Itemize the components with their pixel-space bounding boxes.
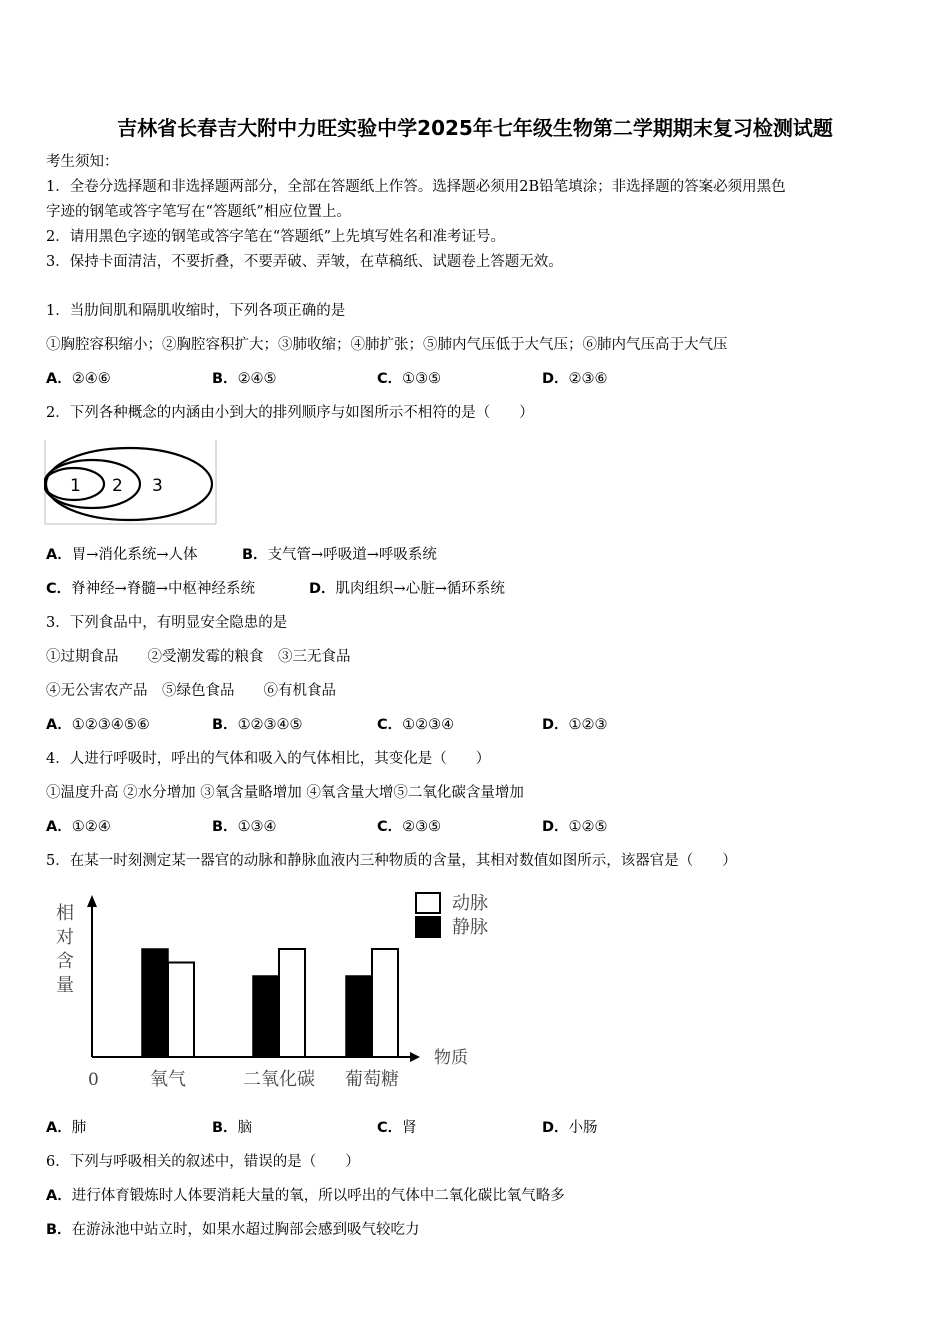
option-letter: B． (212, 371, 238, 387)
notice-item: 字迹的钢笔或答字笔写在“答题纸”相应位置上。 (46, 204, 351, 220)
option-letter: C． (377, 819, 403, 835)
category-label: 二氧化碳 (243, 1069, 315, 1090)
option-text: 脑 (237, 1120, 253, 1136)
option-text: 小肠 (568, 1120, 598, 1136)
question-3-option-c[interactable] (377, 715, 454, 735)
option-text: ①③⑤ (402, 371, 442, 387)
option-text: ①②③④⑤⑥ (71, 717, 150, 733)
bar-arterial (168, 963, 194, 1058)
option-text: 肺 (71, 1120, 87, 1136)
bar-arterial (279, 949, 305, 1057)
option-letter: B． (212, 1120, 238, 1136)
option-letter: B． (242, 547, 268, 563)
question-4-statements: ①温度升高 ②水分增加 ③氧含量略增加 ④氧含量大增⑤二氧化碳含量增加 (46, 785, 524, 801)
question-4-stem: 4．人进行呼吸时，呼出的气体和吸入的气体相比，其变化是（ ） (46, 751, 491, 767)
question-3-option-b[interactable] (212, 715, 303, 735)
question-6-option-a[interactable] (46, 1186, 565, 1206)
bar-arterial (372, 949, 398, 1057)
option-text: ①②③④⑤ (237, 717, 303, 733)
question-1-option-b[interactable] (212, 369, 277, 389)
option-text: 脊神经→脊髓→中枢神经系统 (71, 581, 255, 597)
option-letter: B． (212, 819, 238, 835)
option-text: 肌肉组织→心脏→循环系统 (335, 581, 505, 597)
nested-ellipse-figure (44, 440, 218, 526)
page-title: 吉林省长春吉大附中力旺实验中学2025年七年级生物第二学期期末复习检测试题 (117, 116, 833, 140)
question-4-option-a[interactable] (46, 817, 111, 837)
origin-label: 0 (88, 1070, 99, 1090)
ellipse-label: 3 (152, 476, 163, 496)
option-letter: C． (377, 717, 403, 733)
option-letter: A． (46, 717, 72, 733)
option-text: ①②③④ (402, 717, 455, 733)
option-letter: A． (46, 547, 72, 563)
bar-venous (253, 976, 279, 1057)
option-letter: A． (46, 1188, 72, 1204)
y-axis-label-char: 相 (56, 903, 74, 924)
ellipse-label: 1 (70, 476, 81, 496)
option-text: ②③⑥ (568, 371, 608, 387)
option-text: ①②⑤ (568, 819, 608, 835)
option-text: 支气管→呼吸道→呼吸系统 (267, 547, 437, 563)
legend-label: 静脉 (452, 917, 488, 938)
question-5-option-c[interactable] (377, 1118, 417, 1138)
question-5-option-a[interactable] (46, 1118, 86, 1138)
blood-content-bar-chart (44, 885, 494, 1095)
notice-heading: 考生须知： (46, 154, 119, 170)
x-axis-label: 物质 (434, 1048, 468, 1068)
bar-venous (142, 949, 168, 1057)
question-2-option-b[interactable] (242, 545, 437, 565)
question-4-option-c[interactable] (377, 817, 441, 837)
question-5-option-b[interactable] (212, 1118, 252, 1138)
question-2-option-d[interactable] (309, 579, 505, 599)
y-axis-arrow (87, 895, 97, 907)
question-4-option-d[interactable] (542, 817, 608, 837)
question-6-option-b[interactable] (46, 1220, 420, 1240)
option-text: 进行体育锻炼时人体要消耗大量的氧，所以呼出的气体中二氧化碳比氧气略多 (71, 1188, 565, 1204)
legend (416, 893, 488, 938)
y-axis-label-group (56, 903, 74, 996)
option-letter: D． (542, 819, 569, 835)
option-text: ②③⑤ (402, 819, 442, 835)
category-label: 葡萄糖 (345, 1069, 399, 1090)
notice-item: 3．保持卡面清洁，不要折叠，不要弄破、弄皱，在草稿纸、试题卷上答题无效。 (46, 254, 563, 270)
question-1-option-a[interactable] (46, 369, 111, 389)
option-text: 在游泳池中站立时，如果水超过胸部会感到吸气较吃力 (71, 1222, 420, 1238)
ellipse-middle (44, 460, 140, 508)
option-letter: C． (377, 371, 403, 387)
option-text: ②④⑤ (237, 371, 277, 387)
question-3-statements: ①过期食品 ②受潮发霉的粮食 ③三无食品 (46, 649, 351, 665)
y-axis-label-char: 量 (56, 975, 74, 996)
option-letter: A． (46, 1120, 72, 1136)
option-letter: A． (46, 819, 72, 835)
option-letter: A． (46, 371, 72, 387)
notice-item: 2．请用黑色字迹的钢笔或答字笔在“答题纸”上先填写姓名和准考证号。 (46, 229, 506, 245)
option-letter: B． (46, 1222, 72, 1238)
question-6-stem: 6．下列与呼吸相关的叙述中，错误的是（ ） (46, 1154, 360, 1170)
question-3-option-a[interactable] (46, 715, 150, 735)
category-label: 氧气 (150, 1069, 186, 1090)
question-5-stem: 5．在某一时刻测定某一器官的动脉和静脉血液内三种物质的含量，其相对数值如图所示，该器官是（ ） (46, 853, 737, 869)
legend-swatch (416, 893, 440, 913)
option-text: ①②④ (71, 819, 111, 835)
question-1-option-c[interactable] (377, 369, 441, 389)
question-2-option-a[interactable] (46, 545, 198, 565)
legend-swatch (416, 917, 440, 937)
legend-label: 动脉 (452, 893, 488, 914)
question-2-stem: 2．下列各种概念的内涵由小到大的排列顺序与如图所示不相符的是（ ） (46, 405, 534, 421)
question-1-option-d[interactable] (542, 369, 608, 389)
option-text: ①②③ (568, 717, 608, 733)
x-axis-arrow (410, 1052, 420, 1062)
question-4-option-b[interactable] (212, 817, 277, 837)
y-axis-label-char: 含 (56, 951, 74, 972)
option-letter: C． (377, 1120, 403, 1136)
ellipse-label: 2 (112, 476, 123, 496)
option-letter: B． (212, 717, 238, 733)
notice-item: 1．全卷分选择题和非选择题两部分，全部在答题纸上作答。选择题必须用2B铅笔填涂；非选择题的答案必须用黑色 (46, 179, 786, 195)
option-text: 胃→消化系统→人体 (71, 547, 198, 563)
question-5-option-d[interactable] (542, 1118, 598, 1138)
question-2-option-c[interactable] (46, 579, 255, 599)
bar-venous (346, 976, 372, 1057)
question-3-statements: ④无公害农产品 ⑤绿色食品 ⑥有机食品 (46, 683, 336, 699)
option-letter: C． (46, 581, 72, 597)
question-3-option-d[interactable] (542, 715, 608, 735)
question-3-stem: 3．下列食品中，有明显安全隐患的是 (46, 615, 288, 631)
option-letter: D． (309, 581, 336, 597)
question-1-statements: ①胸腔容积缩小；②胸腔容积扩大；③肺收缩；④肺扩张；⑤肺内气压低于大气压；⑥肺内气压高于大气压 (46, 337, 728, 353)
option-text: ②④⑥ (71, 371, 111, 387)
question-1-stem: 1．当肋间肌和隔肌收缩时，下列各项正确的是 (46, 303, 346, 319)
option-letter: D． (542, 371, 569, 387)
option-text: 肾 (402, 1120, 417, 1136)
option-letter: D． (542, 717, 569, 733)
y-axis-label-char: 对 (56, 927, 74, 948)
category-labels-group (150, 1069, 399, 1090)
option-text: ①③④ (237, 819, 277, 835)
option-letter: D． (542, 1120, 569, 1136)
bars-group (142, 949, 398, 1057)
